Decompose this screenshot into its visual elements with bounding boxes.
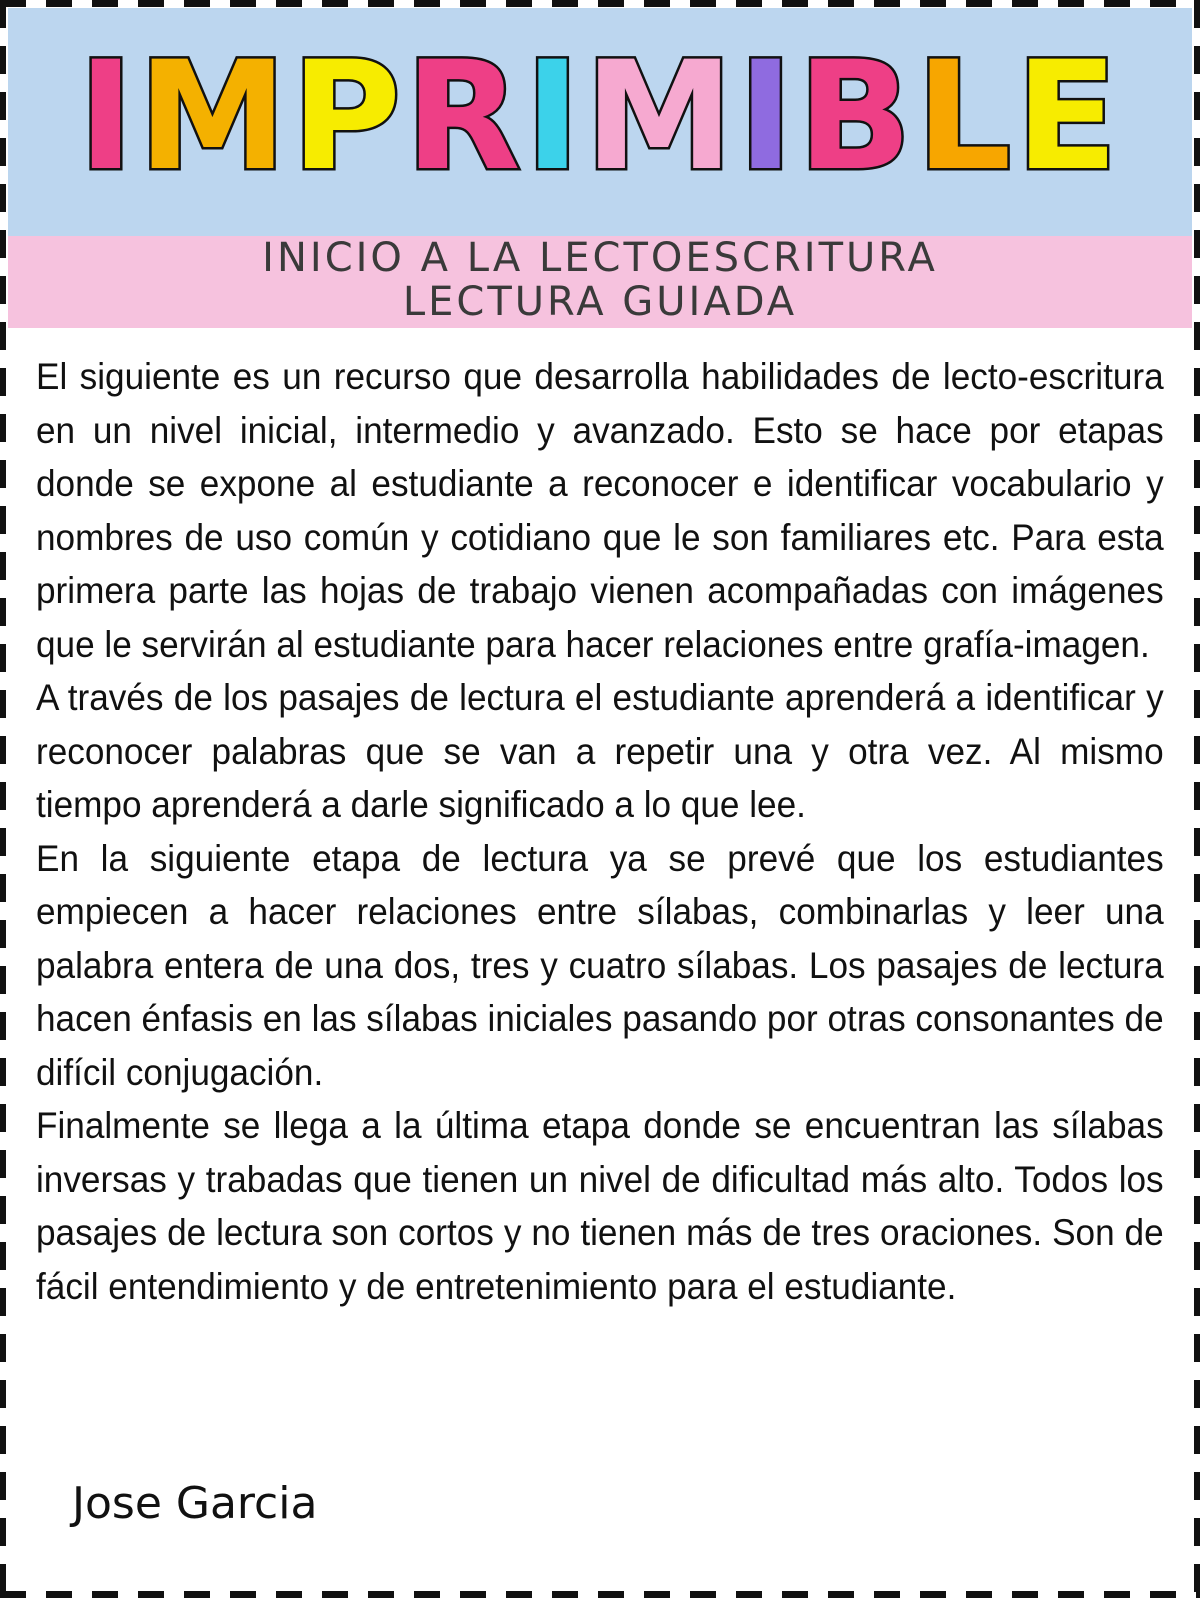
paragraph: Finalmente se llega a la última etapa donde se encuentran las sílabas inversas y trabadas que tienen un nivel de dificultad más alto. Todos los pasajes de lectura son cortos y no tienen más de tres oraciones. Son de fácil entendimiento y de entretenimiento para el estudiante. bbox=[36, 1105, 1164, 1307]
page-title bbox=[8, 30, 1192, 204]
title-letter: M bbox=[137, 30, 292, 204]
signature: Jose Garcia bbox=[72, 1478, 318, 1529]
paragraph: En la siguiente etapa de lectura ya se prevé que los estudiantes empiecen a hacer relaciones entre sílabas, combinarlas y leer una palabra entera de una dos, tres y cuatro sílabas. Los pasajes de lectura hacen énfasis en las sílabas iniciales pasando por otras consonantes de difícil conjugación. bbox=[36, 837, 1164, 1093]
dashed-border-top bbox=[0, 0, 1200, 7]
header-band bbox=[8, 8, 1192, 236]
title-letter: M bbox=[584, 30, 738, 204]
title-letter: R bbox=[405, 30, 525, 204]
title-letter: P bbox=[291, 30, 406, 204]
title-letter: L bbox=[915, 30, 1016, 204]
title-letter: I bbox=[78, 30, 138, 204]
subtitle-line-1: INICIO A LA LECTOESCRITURA bbox=[262, 235, 938, 281]
title-letter: I bbox=[524, 30, 585, 204]
dashed-border-bottom bbox=[0, 1591, 1200, 1598]
subtitle-line-2: LECTURA GUIADA bbox=[402, 279, 798, 325]
title-letter: B bbox=[797, 30, 916, 204]
paragraph: El siguiente es un recurso que desarrolla habilidades de lecto-escritura en un nivel inicial, intermedio y avanzado. Esto se hace por etapas donde se expone al estudiante a reconocer e identificar vocabulario y nombres de uso común y cotidiano que le son familiares etc. Para esta primera parte las hojas de trabajo vienen acompañadas con imágenes que le servirán al estudiante para hacer relaciones entre grafía-imagen. bbox=[36, 356, 1164, 665]
dashed-border-right bbox=[1194, 0, 1200, 1600]
body-text bbox=[36, 350, 1164, 1313]
subtitle-band bbox=[8, 236, 1192, 328]
title-letter: I bbox=[737, 30, 798, 204]
paragraph: A través de los pasajes de lectura el estudiante aprenderá a identificar y reconocer palabras que se van a repetir una y otra vez. Al mismo tiempo aprenderá a darle significado a lo que lee. bbox=[36, 677, 1164, 825]
dashed-border-left bbox=[0, 0, 6, 1600]
title-letter: E bbox=[1015, 30, 1122, 204]
